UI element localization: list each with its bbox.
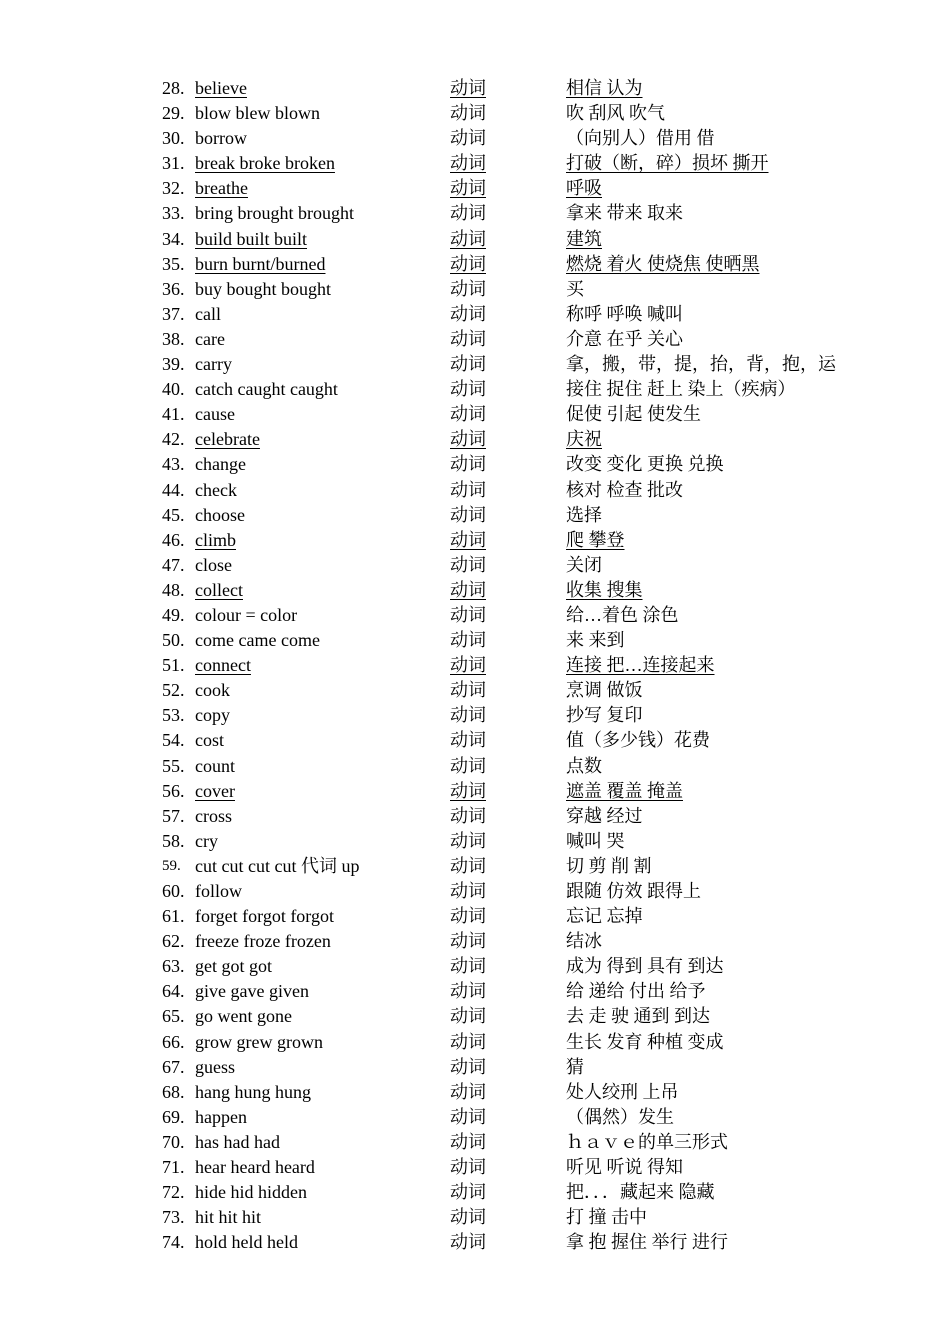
entry-number: 31. xyxy=(162,153,185,174)
vocab-row xyxy=(162,728,902,753)
vocab-row xyxy=(162,854,902,879)
entry-part-of-speech: 动词 xyxy=(450,253,486,274)
entry-part-of-speech: 动词 xyxy=(450,830,486,851)
entry-part-of-speech: 动词 xyxy=(450,328,486,349)
entry-word: grow grew grown xyxy=(195,1031,323,1052)
entry-number: 72. xyxy=(162,1182,185,1203)
entry-meaning: （向别人）借用 借 xyxy=(566,128,715,149)
entry-word: hit hit hit xyxy=(195,1207,262,1228)
vocab-row xyxy=(162,277,902,302)
entry-part-of-speech: 动词 xyxy=(450,529,486,550)
entry-word: build built built xyxy=(195,228,308,249)
entry-part-of-speech: 动词 xyxy=(450,504,486,525)
entry-number: 53. xyxy=(162,705,185,726)
entry-meaning: 核对 检查 批改 xyxy=(566,479,683,500)
vocab-row xyxy=(162,1205,902,1230)
entry-meaning: 建筑 xyxy=(566,228,602,249)
entry-word: cry xyxy=(195,830,218,851)
vocab-row xyxy=(162,377,902,402)
vocab-row xyxy=(162,954,902,979)
entry-number: 57. xyxy=(162,805,185,826)
vocab-row xyxy=(162,929,902,954)
entry-number: 59. xyxy=(162,857,181,874)
entry-part-of-speech: 动词 xyxy=(450,655,486,676)
vocab-row xyxy=(162,653,902,678)
entry-number: 70. xyxy=(162,1131,185,1152)
entry-word: copy xyxy=(195,705,230,726)
entry-word: give gave given xyxy=(195,981,309,1002)
entry-part-of-speech: 动词 xyxy=(450,278,486,299)
entry-word: catch caught caught xyxy=(195,379,338,400)
entry-word: guess xyxy=(195,1056,235,1077)
entry-meaning: 打破（断，碎）损坏 撕开 xyxy=(566,153,769,174)
entry-meaning: 收集 搜集 xyxy=(566,579,643,600)
entry-number: 50. xyxy=(162,630,185,651)
entry-meaning: （偶然）发生 xyxy=(566,1106,674,1127)
entry-part-of-speech: 动词 xyxy=(450,404,486,425)
entry-number: 48. xyxy=(162,579,185,600)
entry-number: 42. xyxy=(162,429,185,450)
entry-word: check xyxy=(195,479,237,500)
vocab-row xyxy=(162,754,902,779)
entry-meaning: 促使 引起 使发生 xyxy=(566,404,701,425)
entry-meaning: 跟随 仿效 跟得上 xyxy=(566,881,701,901)
vocab-row xyxy=(162,1130,902,1155)
entry-word: believe xyxy=(195,78,247,98)
vocab-row xyxy=(162,1080,902,1105)
entry-meaning: ｈａｖｅ的单三形式 xyxy=(566,1131,728,1152)
vocab-row xyxy=(162,1155,902,1180)
vocab-row xyxy=(162,352,902,377)
entry-part-of-speech: 动词 xyxy=(450,228,486,249)
vocab-row xyxy=(162,478,902,503)
entry-word: burn burnt/burned xyxy=(195,253,326,274)
entry-word: bring brought brought xyxy=(195,203,354,224)
entry-number: 45. xyxy=(162,504,185,525)
vocab-row xyxy=(162,779,902,804)
entry-number: 34. xyxy=(162,228,185,249)
entry-meaning: 忘记 忘掉 xyxy=(566,906,643,927)
vocab-row xyxy=(162,503,902,528)
entry-part-of-speech: 动词 xyxy=(450,1031,486,1052)
entry-meaning: 改变 变化 更换 兑换 xyxy=(566,454,724,475)
entry-part-of-speech: 动词 xyxy=(450,1081,486,1102)
entry-word: breathe xyxy=(195,178,248,199)
entry-number: 32. xyxy=(162,178,185,199)
entry-number: 46. xyxy=(162,529,185,550)
entry-number: 44. xyxy=(162,479,185,500)
entry-word: cross xyxy=(195,805,232,826)
vocab-row xyxy=(162,76,902,101)
entry-part-of-speech: 动词 xyxy=(450,805,486,826)
entry-meaning: 关闭 xyxy=(566,554,602,575)
vocab-row xyxy=(162,578,902,603)
entry-word: change xyxy=(195,454,246,475)
entry-number: 51. xyxy=(162,655,185,676)
vocab-row xyxy=(162,252,902,277)
vocab-row xyxy=(162,1004,902,1029)
entry-number: 61. xyxy=(162,906,185,927)
entry-word: hide hid hidden xyxy=(195,1182,307,1203)
entry-part-of-speech: 动词 xyxy=(450,1182,486,1203)
entry-word: forget forgot forgot xyxy=(195,906,334,927)
entry-part-of-speech: 动词 xyxy=(450,303,486,324)
entry-number: 68. xyxy=(162,1081,185,1102)
entry-word: close xyxy=(195,554,232,575)
vocab-row xyxy=(162,879,902,904)
entry-part-of-speech: 动词 xyxy=(450,956,486,977)
entry-meaning: 接住 捉住 赶上 染上（疾病） xyxy=(566,379,796,400)
entry-part-of-speech: 动词 xyxy=(450,730,486,751)
vocab-row xyxy=(162,528,902,553)
entry-number: 30. xyxy=(162,128,185,149)
entry-word: has had had xyxy=(195,1131,280,1152)
entry-number: 40. xyxy=(162,379,185,400)
vocab-row xyxy=(162,126,902,151)
entry-meaning: 去 走 驶 通到 到达 xyxy=(566,1006,710,1027)
entry-word: freeze froze frozen xyxy=(195,931,331,952)
vocab-row xyxy=(162,327,902,352)
entry-meaning: 庆祝 xyxy=(566,429,602,450)
entry-meaning: 来 来到 xyxy=(566,630,625,651)
entry-part-of-speech: 动词 xyxy=(450,1056,486,1077)
vocab-row xyxy=(162,1180,902,1205)
entry-meaning: 拿来 带来 取来 xyxy=(566,203,683,224)
entry-meaning: 生长 发育 种植 变成 xyxy=(566,1031,724,1052)
vocab-row xyxy=(162,151,902,176)
entry-meaning: 成为 得到 具有 到达 xyxy=(566,956,724,977)
entry-number: 28. xyxy=(162,78,185,98)
entry-number: 66. xyxy=(162,1031,185,1052)
entry-meaning: 相信 认为 xyxy=(566,78,643,98)
entry-number: 65. xyxy=(162,1006,185,1027)
entry-part-of-speech: 动词 xyxy=(450,128,486,149)
vocab-row xyxy=(162,904,902,929)
vocab-row xyxy=(162,402,902,427)
entry-word: get got got xyxy=(195,956,272,977)
entry-number: 58. xyxy=(162,830,185,851)
entry-part-of-speech: 动词 xyxy=(450,906,486,927)
entry-meaning: 爬 攀登 xyxy=(566,529,625,550)
entry-part-of-speech: 动词 xyxy=(450,579,486,600)
entry-part-of-speech: 动词 xyxy=(450,755,486,776)
entry-part-of-speech: 动词 xyxy=(450,1106,486,1127)
entry-word: come came come xyxy=(195,630,320,651)
entry-part-of-speech: 动词 xyxy=(450,881,486,901)
entry-meaning: 拿，搬，带，提，抬，背，抱，运 xyxy=(566,354,836,375)
entry-word: carry xyxy=(195,354,232,375)
entry-part-of-speech: 动词 xyxy=(450,178,486,199)
vocab-row xyxy=(162,176,902,201)
entry-meaning: 穿越 经过 xyxy=(566,805,643,826)
entry-part-of-speech: 动词 xyxy=(450,1207,486,1228)
entry-meaning: 猜 xyxy=(566,1056,584,1077)
entry-word: hold held held xyxy=(195,1232,298,1253)
entry-meaning: 燃烧 着火 使烧焦 使晒黑 xyxy=(566,253,760,274)
entry-word: collect xyxy=(195,579,243,600)
entry-word: follow xyxy=(195,881,242,901)
vocab-row xyxy=(162,678,902,703)
entry-number: 56. xyxy=(162,780,185,801)
entry-word: hear heard heard xyxy=(195,1157,315,1178)
entry-word: happen xyxy=(195,1106,247,1127)
vocab-row xyxy=(162,829,902,854)
entry-part-of-speech: 动词 xyxy=(450,203,486,224)
entry-part-of-speech: 动词 xyxy=(450,855,486,876)
vocab-row xyxy=(162,553,902,578)
entry-part-of-speech: 动词 xyxy=(450,479,486,500)
entry-part-of-speech: 动词 xyxy=(450,554,486,575)
entry-number: 60. xyxy=(162,881,185,901)
entry-word: colour = color xyxy=(195,604,298,625)
entry-number: 41. xyxy=(162,404,185,425)
vocab-row xyxy=(162,1105,902,1130)
entry-part-of-speech: 动词 xyxy=(450,379,486,400)
entry-number: 35. xyxy=(162,253,185,274)
entry-meaning: 给…着色 涂色 xyxy=(566,604,679,625)
entry-word: buy bought bought xyxy=(195,278,332,299)
entry-part-of-speech: 动词 xyxy=(450,981,486,1002)
entry-meaning: 打 撞 击中 xyxy=(566,1207,647,1228)
entry-part-of-speech: 动词 xyxy=(450,705,486,726)
entry-number: 39. xyxy=(162,354,185,375)
entry-word: count xyxy=(195,755,235,776)
entry-number: 29. xyxy=(162,103,185,124)
entry-part-of-speech: 动词 xyxy=(450,630,486,651)
entry-part-of-speech: 动词 xyxy=(450,429,486,450)
entry-number: 67. xyxy=(162,1056,185,1077)
entry-meaning: 切 剪 削 割 xyxy=(566,855,652,876)
vocab-row xyxy=(162,979,902,1004)
vocab-row xyxy=(162,452,902,477)
entry-part-of-speech: 动词 xyxy=(450,354,486,375)
vocab-row xyxy=(162,603,902,628)
entry-number: 71. xyxy=(162,1157,185,1178)
entry-word: hang hung hung xyxy=(195,1081,311,1102)
entry-meaning: 抄写 复印 xyxy=(566,705,643,726)
entry-meaning: 连接 把…连接起来 xyxy=(566,655,715,676)
entry-number: 64. xyxy=(162,981,185,1002)
entry-number: 54. xyxy=(162,730,185,751)
vocab-row xyxy=(162,1055,902,1080)
entry-meaning: 烹调 做饭 xyxy=(566,680,643,701)
entry-part-of-speech: 动词 xyxy=(450,454,486,475)
vocab-row xyxy=(162,703,902,728)
vocab-row xyxy=(162,1230,902,1255)
entry-meaning: 拿 抱 握住 举行 进行 xyxy=(566,1232,728,1253)
entry-meaning: 点数 xyxy=(566,755,602,776)
vocabulary-list xyxy=(162,76,902,1255)
entry-number: 33. xyxy=(162,203,185,224)
vocab-row xyxy=(162,227,902,252)
vocab-row xyxy=(162,201,902,226)
entry-word: blow blew blown xyxy=(195,103,320,124)
entry-word: cause xyxy=(195,404,235,425)
entry-meaning: 把．．．藏起来 隐藏 xyxy=(566,1182,715,1203)
entry-meaning: 喊叫 哭 xyxy=(566,830,625,851)
entry-number: 55. xyxy=(162,755,185,776)
entry-number: 69. xyxy=(162,1106,185,1127)
entry-number: 52. xyxy=(162,680,185,701)
entry-word: cost xyxy=(195,730,224,751)
vocab-row xyxy=(162,101,902,126)
entry-meaning: 称呼 呼唤 喊叫 xyxy=(566,303,683,324)
entry-word: celebrate xyxy=(195,429,260,450)
entry-meaning: 给 递给 付出 给予 xyxy=(566,981,706,1002)
entry-part-of-speech: 动词 xyxy=(450,1157,486,1178)
entry-number: 36. xyxy=(162,278,185,299)
vocab-row xyxy=(162,302,902,327)
entry-part-of-speech: 动词 xyxy=(450,604,486,625)
entry-meaning: 遮盖 覆盖 掩盖 xyxy=(566,780,683,801)
entry-number: 38. xyxy=(162,328,185,349)
vocab-row xyxy=(162,1030,902,1055)
entry-meaning: 选择 xyxy=(566,504,602,525)
entry-word: call xyxy=(195,303,221,324)
entry-meaning: 呼吸 xyxy=(566,178,602,199)
vocab-row xyxy=(162,427,902,452)
entry-word: connect xyxy=(195,655,251,676)
entry-part-of-speech: 动词 xyxy=(450,931,486,952)
entry-meaning: 处人绞刑 上吊 xyxy=(566,1081,679,1102)
entry-number: 63. xyxy=(162,956,185,977)
entry-number: 73. xyxy=(162,1207,185,1228)
entry-meaning: 听见 听说 得知 xyxy=(566,1157,683,1178)
entry-meaning: 买 xyxy=(566,278,584,299)
vocab-row xyxy=(162,628,902,653)
entry-word: choose xyxy=(195,504,245,525)
entry-word: cover xyxy=(195,780,235,801)
entry-part-of-speech: 动词 xyxy=(450,1232,486,1253)
entry-part-of-speech: 动词 xyxy=(450,780,486,801)
entry-part-of-speech: 动词 xyxy=(450,1006,486,1027)
entry-number: 74. xyxy=(162,1232,185,1253)
entry-meaning: 吹 刮风 吹气 xyxy=(566,103,665,124)
vocab-row xyxy=(162,804,902,829)
entry-part-of-speech: 动词 xyxy=(450,78,486,98)
entry-part-of-speech: 动词 xyxy=(450,153,486,174)
entry-meaning: 结冰 xyxy=(566,931,602,952)
entry-meaning: 值（多少钱）花费 xyxy=(566,730,710,751)
entry-word: cut cut cut cut 代词 up xyxy=(195,855,360,876)
entry-word: cook xyxy=(195,680,230,701)
entry-part-of-speech: 动词 xyxy=(450,1131,486,1152)
entry-part-of-speech: 动词 xyxy=(450,680,486,701)
entry-word: break broke broken xyxy=(195,153,335,174)
entry-word: borrow xyxy=(195,128,247,149)
entry-number: 43. xyxy=(162,454,185,475)
entry-number: 62. xyxy=(162,931,185,952)
entry-number: 47. xyxy=(162,554,185,575)
entry-word: go went gone xyxy=(195,1006,292,1027)
entry-word: climb xyxy=(195,529,236,550)
entry-part-of-speech: 动词 xyxy=(450,103,486,124)
entry-number: 49. xyxy=(162,604,185,625)
entry-word: care xyxy=(195,328,225,349)
entry-number: 37. xyxy=(162,303,185,324)
entry-meaning: 介意 在乎 关心 xyxy=(566,328,683,349)
